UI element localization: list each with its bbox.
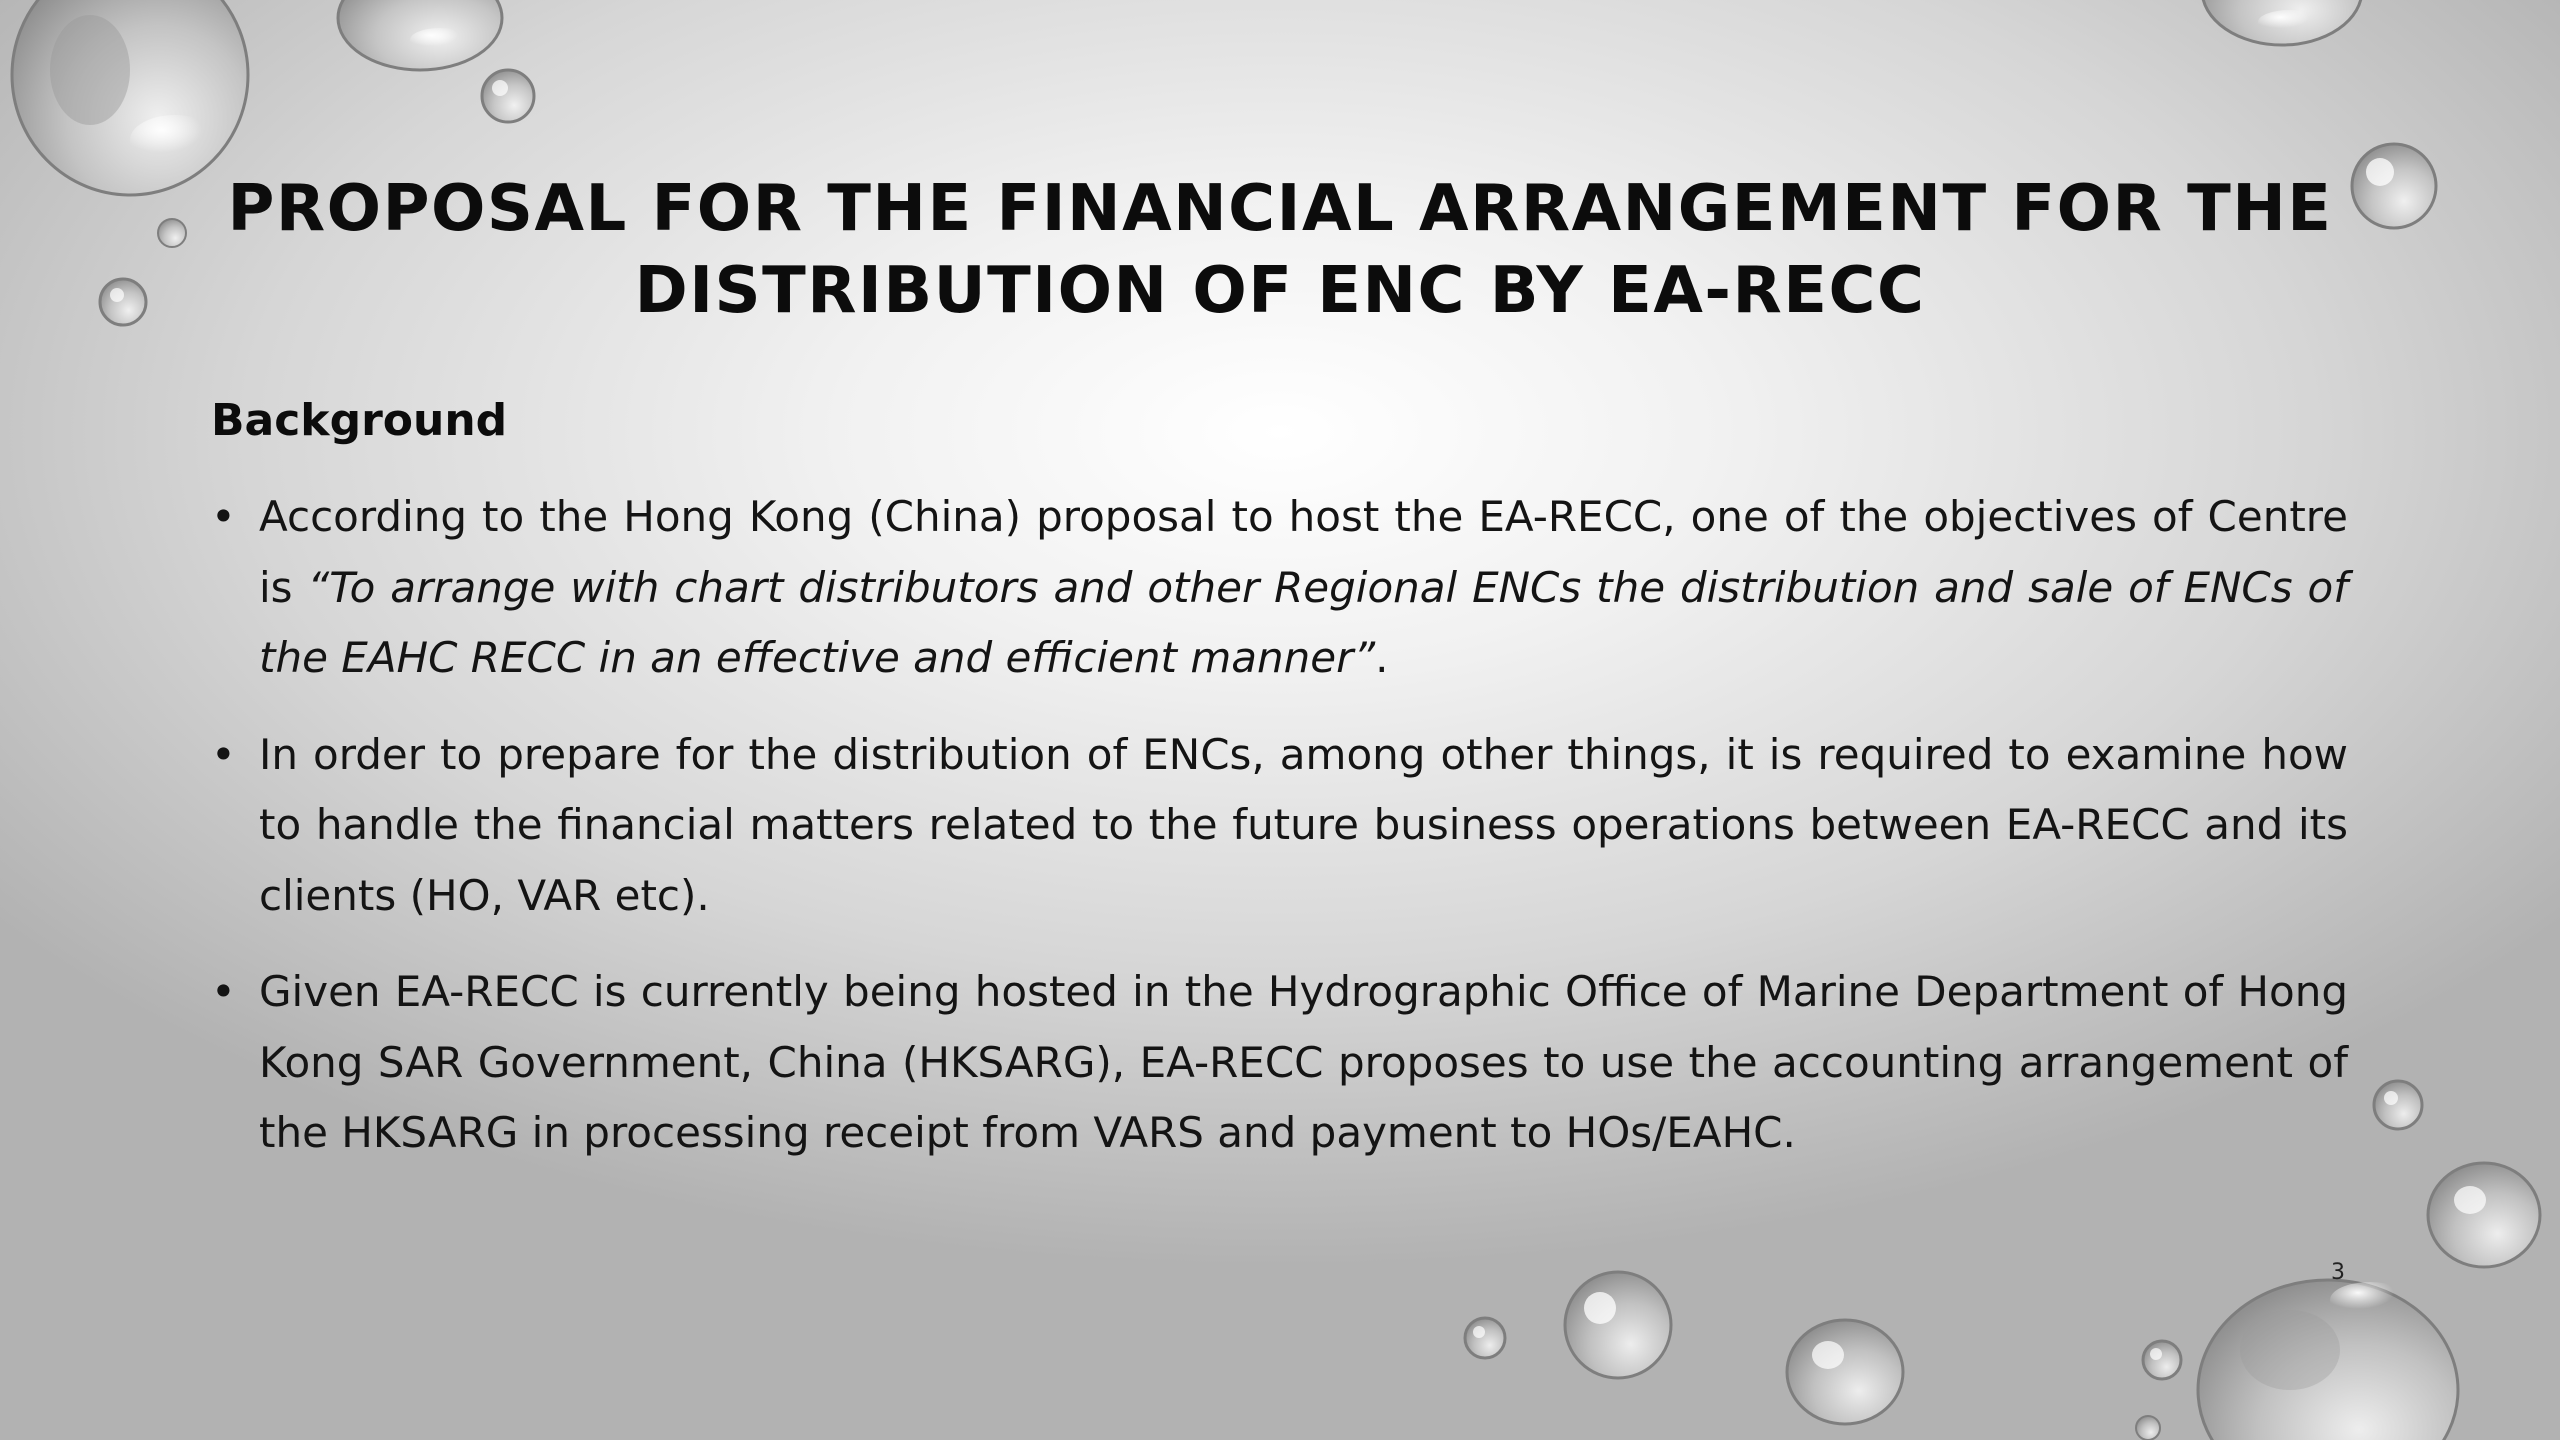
bullet-text: In order to prepare for the distribution of ENCs, among other things, it is required to examine how to handle the financial matters related to the future business operations between EA-RECC and its clients (HO, VAR etc). xyxy=(259,729,2348,920)
droplet-right-1 xyxy=(2374,1081,2422,1129)
droplet-large-top-left xyxy=(12,0,248,195)
slide-title-line-1: PROPOSAL FOR THE FINANCIAL ARRANGEMENT FOR THE xyxy=(227,172,2333,246)
droplet-top-left-5 xyxy=(100,279,146,325)
droplet-top-left-2 xyxy=(338,0,502,70)
droplet-bottom-1 xyxy=(1465,1318,1505,1358)
droplet-top-right-1 xyxy=(2202,0,2362,45)
bullet-item-financial-matters xyxy=(211,720,2348,932)
bullet-list xyxy=(211,482,2348,1195)
droplet-bottom-2 xyxy=(1565,1272,1671,1378)
bullet-item-objectives xyxy=(211,482,2348,694)
bullet-text xyxy=(259,492,2348,682)
bullet-icon: • xyxy=(211,729,236,779)
bullet-icon: • xyxy=(211,967,236,1016)
section-heading: Background xyxy=(211,395,508,446)
slide-title-line-2: DISTRIBUTION OF ENC BY EA-RECC xyxy=(634,254,1926,328)
droplet-large-bottom-right xyxy=(2198,1280,2458,1440)
bullet-quote-text: “To arrange with chart distributors and other Regional ENCs the distribution and sale of ENCs of the EAHC RECC in an effective and efficient manner” xyxy=(259,562,2349,682)
droplet-top-right-2 xyxy=(2352,144,2436,228)
bullet-intro-text: According to the Hong Kong (China) proposal to host the EA-RECC, one of the objectives of Centre is xyxy=(259,492,2348,612)
droplet-top-left-3 xyxy=(482,70,534,122)
droplet-top-left-4 xyxy=(158,219,186,247)
bullet-text: Given EA-RECC is currently being hosted in the Hydrographic Office of Marine Department of Hong Kong SAR Government, China (HKSARG), EA-RECC proposes to use the accounting arrangement of the HKSARG in processing receipt from VARS and payment to HOs/EAHC. xyxy=(259,967,2348,1157)
slide-title xyxy=(200,168,2360,332)
droplet-bottom-5 xyxy=(2136,1416,2160,1440)
bullet-icon: • xyxy=(211,492,236,541)
droplet-right-2 xyxy=(2428,1163,2540,1267)
page-number: 3 xyxy=(2331,1260,2345,1285)
bullet-item-accounting-arrangement xyxy=(211,957,2348,1169)
droplet-bottom-3 xyxy=(1787,1320,1903,1424)
droplet-bottom-4 xyxy=(2143,1341,2181,1379)
bullet-end-text: . xyxy=(1375,633,1389,682)
